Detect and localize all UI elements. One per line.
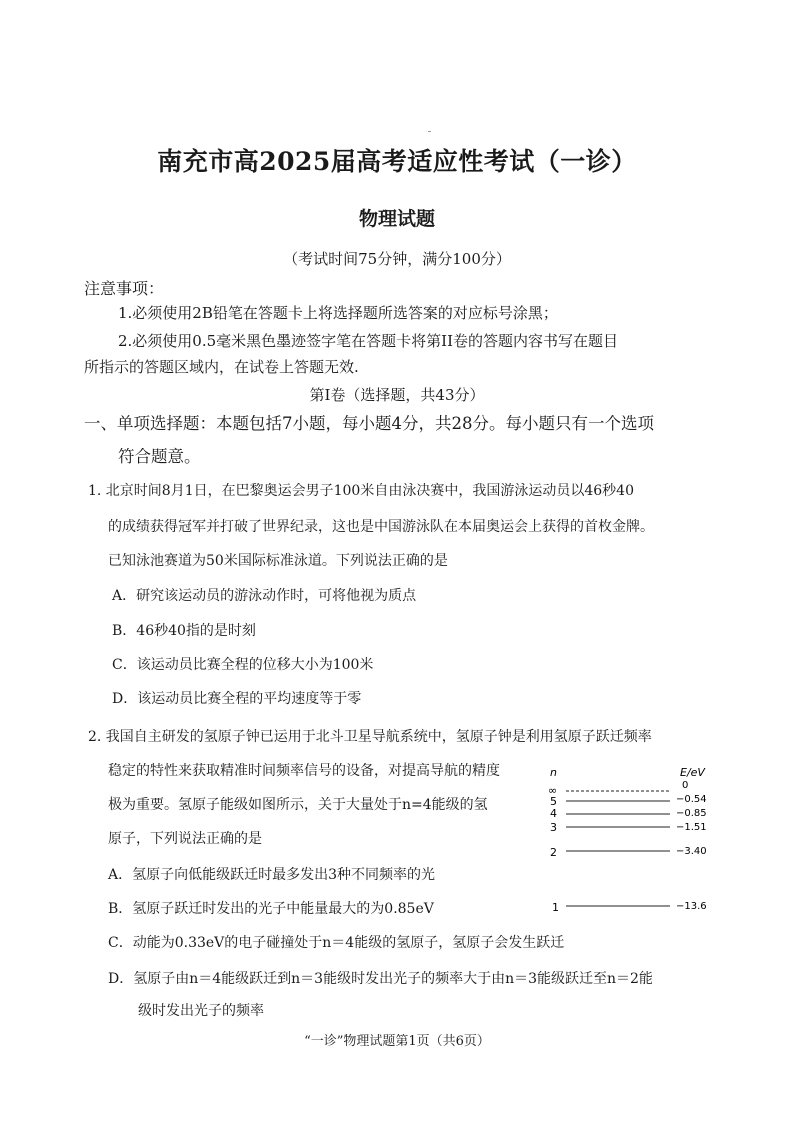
- page-footer: “一诊”物理试题第1页（共6页）: [304, 1034, 490, 1049]
- q1-option-d: D．该运动员比赛全程的平均速度等于零: [112, 691, 362, 707]
- q1-stem-line-3: 已知泳池赛道为50米国际标准泳道。下列说法正确的是: [108, 553, 448, 569]
- notice-item-2-line-2: 所指示的答题区域内，在试卷上答题无效.: [84, 358, 359, 376]
- level-e-2: −3.40: [676, 846, 707, 857]
- q1-option-c: C．该运动员比赛全程的位移大小为100米: [112, 657, 374, 673]
- diagram-energy-label: E/eV: [680, 766, 705, 779]
- level-n-4: 4: [550, 807, 557, 820]
- exam-title: 南充市高2025届高考适应性考试（一诊）: [157, 147, 637, 176]
- notice-item-1: 1.必须使用2B铅笔在答题卡上将选择题所选答案的对应标号涂黑；: [118, 304, 558, 322]
- q2-option-c: C．动能为0.33eV的电子碰撞处于n＝4能级的氢原子，氢原子会发生跃迁: [108, 935, 565, 951]
- energy-level-diagram: [540, 760, 720, 920]
- q2-option-a: A．氢原子向低能级跃迁时最多发出3种不同频率的光: [108, 867, 436, 883]
- level-n-2: 2: [550, 846, 557, 859]
- section-heading-line-2: 符合题意。: [118, 447, 201, 466]
- q1-option-a: A．研究该运动员的游泳动作时，可将他视为质点: [112, 588, 417, 604]
- level-e-1: −13.6: [676, 901, 707, 912]
- q1-stem-line-2: 的成绩获得冠军并打破了世界纪录，这也是中国游泳队在本届奥运会上获得的首枚金牌。: [108, 519, 654, 535]
- level-n-inf: ∞: [548, 784, 558, 797]
- level-e-inf: 0: [682, 780, 689, 791]
- volume-heading: 第I卷（选择题，共43分）: [309, 386, 485, 404]
- level-n-3: 3: [550, 821, 557, 834]
- level-e-4: −0.85: [676, 808, 707, 819]
- level-e-5: −0.54: [676, 794, 707, 805]
- exam-info: （考试时间75分钟，满分100分）: [283, 250, 511, 268]
- level-n-5: 5: [550, 795, 557, 808]
- q1-stem-line-1: 1. 北京时间8月1日，在巴黎奥运会男子100米自由泳决赛中，我国游泳运动员以46秒40: [88, 483, 634, 499]
- q2-stem-line-3: 极为重要。氢原子能级如图所示，关于大量处于n=4能级的氢: [108, 797, 488, 813]
- level-e-3: −1.51: [676, 822, 707, 833]
- q2-stem-line-4: 原子，下列说法正确的是: [108, 831, 262, 847]
- q2-option-d-line-2: 级时发出光子的频率: [138, 1003, 264, 1019]
- q1-option-b: B．46秒40指的是时刻: [112, 623, 256, 639]
- q2-stem-line-1: 2. 我国自主研发的氢原子钟已运用于北斗卫星导航系统中，氢原子钟是利用氢原子跃迁频率: [88, 729, 652, 745]
- subject-title: 物理试题: [358, 208, 435, 230]
- level-n-1: 1: [552, 901, 559, 914]
- q2-option-d-line-1: D．氢原子由n＝4能级跃迁到n＝3能级时发出光子的频率大于由n＝3能级跃迁至n＝2能: [108, 971, 653, 987]
- section-heading-line-1: 一、单项选择题：本题包括7小题，每小题4分，共28分。每小题只有一个选项: [84, 414, 654, 433]
- scan-speck: [428, 131, 431, 132]
- q2-stem-line-2: 稳定的特性来获取精准时间频率信号的设备，对提高导航的精度: [108, 763, 500, 779]
- diagram-n-label: n: [550, 766, 557, 779]
- q2-option-b: B．氢原子跃迁时发出的光子中能量最大的为0.85eV: [108, 901, 434, 917]
- notice-heading: 注意事项：: [84, 279, 165, 298]
- notice-item-2-line-1: 2.必须使用0.5毫米黑色墨迹签字笔在答题卡将第II卷的答题内容书写在题目: [118, 332, 619, 350]
